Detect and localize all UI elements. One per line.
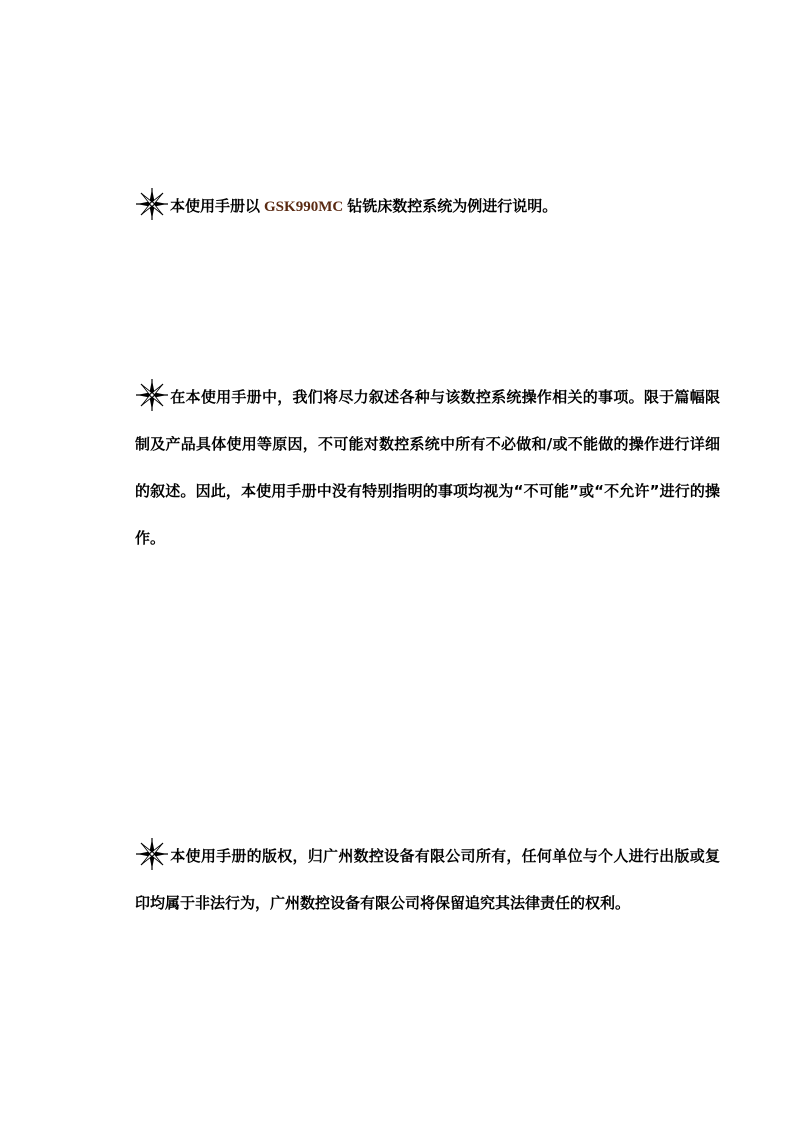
- notice-text-before: 本使用手册以: [170, 197, 261, 215]
- compass-star-icon: [135, 187, 169, 221]
- notice-text: 本使用手册的版权，归广州数控设备有限公司所有，任何单位与个人进行出版或复印均属于非法行为，广州数控设备有限公司将保留追究其法律责任的权利。: [135, 847, 720, 912]
- notice-copyright: [135, 833, 720, 927]
- compass-star-icon: [135, 378, 169, 412]
- notice-text-after: 钻铣床数控系统为例进行说明。: [347, 197, 558, 215]
- notice-scope-limitation: [135, 374, 720, 562]
- notice-manual-example: [135, 183, 720, 231]
- compass-star-icon: [135, 837, 169, 871]
- model-name: GSK990MC: [264, 199, 344, 215]
- notice-text: 在本使用手册中，我们将尽力叙述各种与该数控系统操作相关的事项。限于篇幅限制及产品具体使用等原因，不可能对数控系统中所有不必做和/或不能做的操作进行详细的叙述。因此，本使用手册中没有特别指明的事项均视为“不可能”或“不允许”进行的操作。: [135, 388, 720, 547]
